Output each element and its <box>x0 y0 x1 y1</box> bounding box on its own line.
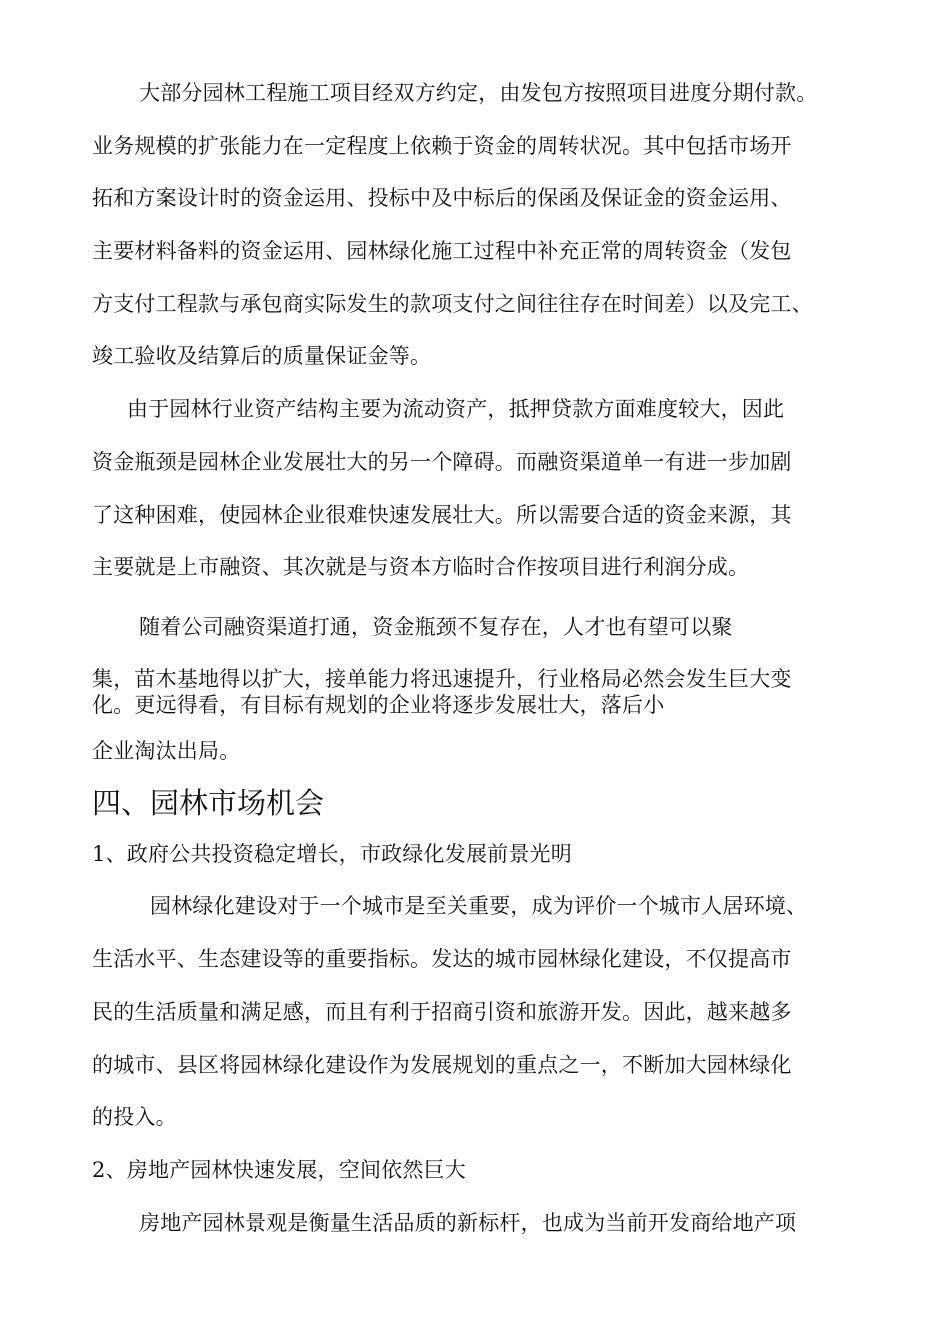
paragraph-line: 方支付工程款与承包商实际发生的款项支付之间往往存在时间差）以及完工、 <box>92 292 813 316</box>
paragraph-line: 民的生活质量和满足感，而且有利于招商引资和旅游开发。因此，越来越多 <box>92 1000 792 1024</box>
paragraph-line: 业务规模的扩张能力在一定程度上依赖于资金的周转状况。其中包括市场开 <box>92 134 792 158</box>
paragraph-line: 园林绿化建设对于一个城市是至关重要，成为评价一个城市人居环境、 <box>150 894 808 918</box>
paragraph-line: 的城市、县区将园林绿化建设作为发展规划的重点之一，不断加大园林绿化 <box>92 1053 792 1077</box>
paragraph-line: 了这种困难，使园林企业很难快速发展壮大。所以需要合适的资金来源，其 <box>92 503 792 527</box>
paragraph-line: 化。更远得看，有目标有规划的企业将逐步发展壮大，落后小 <box>92 693 665 717</box>
paragraph-line: 主要就是上市融资、其次就是与资本方临时合作按项目进行利润分成。 <box>92 555 750 579</box>
paragraph-line: 主要材料备料的资金运用、园林绿化施工过程中补充正常的周转资金（发包 <box>92 239 792 263</box>
subsection-title: 1、政府公共投资稳定增长，市政绿化发展前景光明 <box>92 842 572 866</box>
paragraph-line: 随着公司融资渠道打通，资金瓶颈不复存在，人才也有望可以聚 <box>139 615 733 639</box>
paragraph-line: 的投入。 <box>92 1105 177 1129</box>
section-heading: 四、园林市场机会 <box>92 786 325 820</box>
paragraph-line: 拓和方案设计时的资金运用、投标中及中标后的保函及保证金的资金运用、 <box>92 186 792 210</box>
subsection-title: 2、房地产园林快速发展，空间依然巨大 <box>92 1158 466 1182</box>
paragraph-line: 集，苗木基地得以扩大，接单能力将迅速提升，行业格局必然会发生巨大变 <box>92 667 792 691</box>
paragraph-line: 竣工验收及结算后的质量保证金等。 <box>92 344 432 368</box>
paragraph-line: 生活水平、生态建设等的重要指标。发达的城市园林绿化建设，不仅提高市 <box>92 947 792 971</box>
paragraph-line: 房地产园林景观是衡量生活品质的新标杆，也成为当前开发商给地产项 <box>139 1211 797 1235</box>
paragraph-line: 大部分园林工程施工项目经双方约定，由发包方按照项目进度分期付款。 <box>139 81 818 105</box>
paragraph-line: 由于园林行业资产结构主要为流动资产，抵押贷款方面难度较大，因此 <box>127 397 785 421</box>
paragraph-line: 企业淘汰出局。 <box>92 739 241 763</box>
paragraph-line: 资金瓶颈是园林企业发展壮大的另一个障碍。而融资渠道单一有进一步加剧 <box>92 450 792 474</box>
